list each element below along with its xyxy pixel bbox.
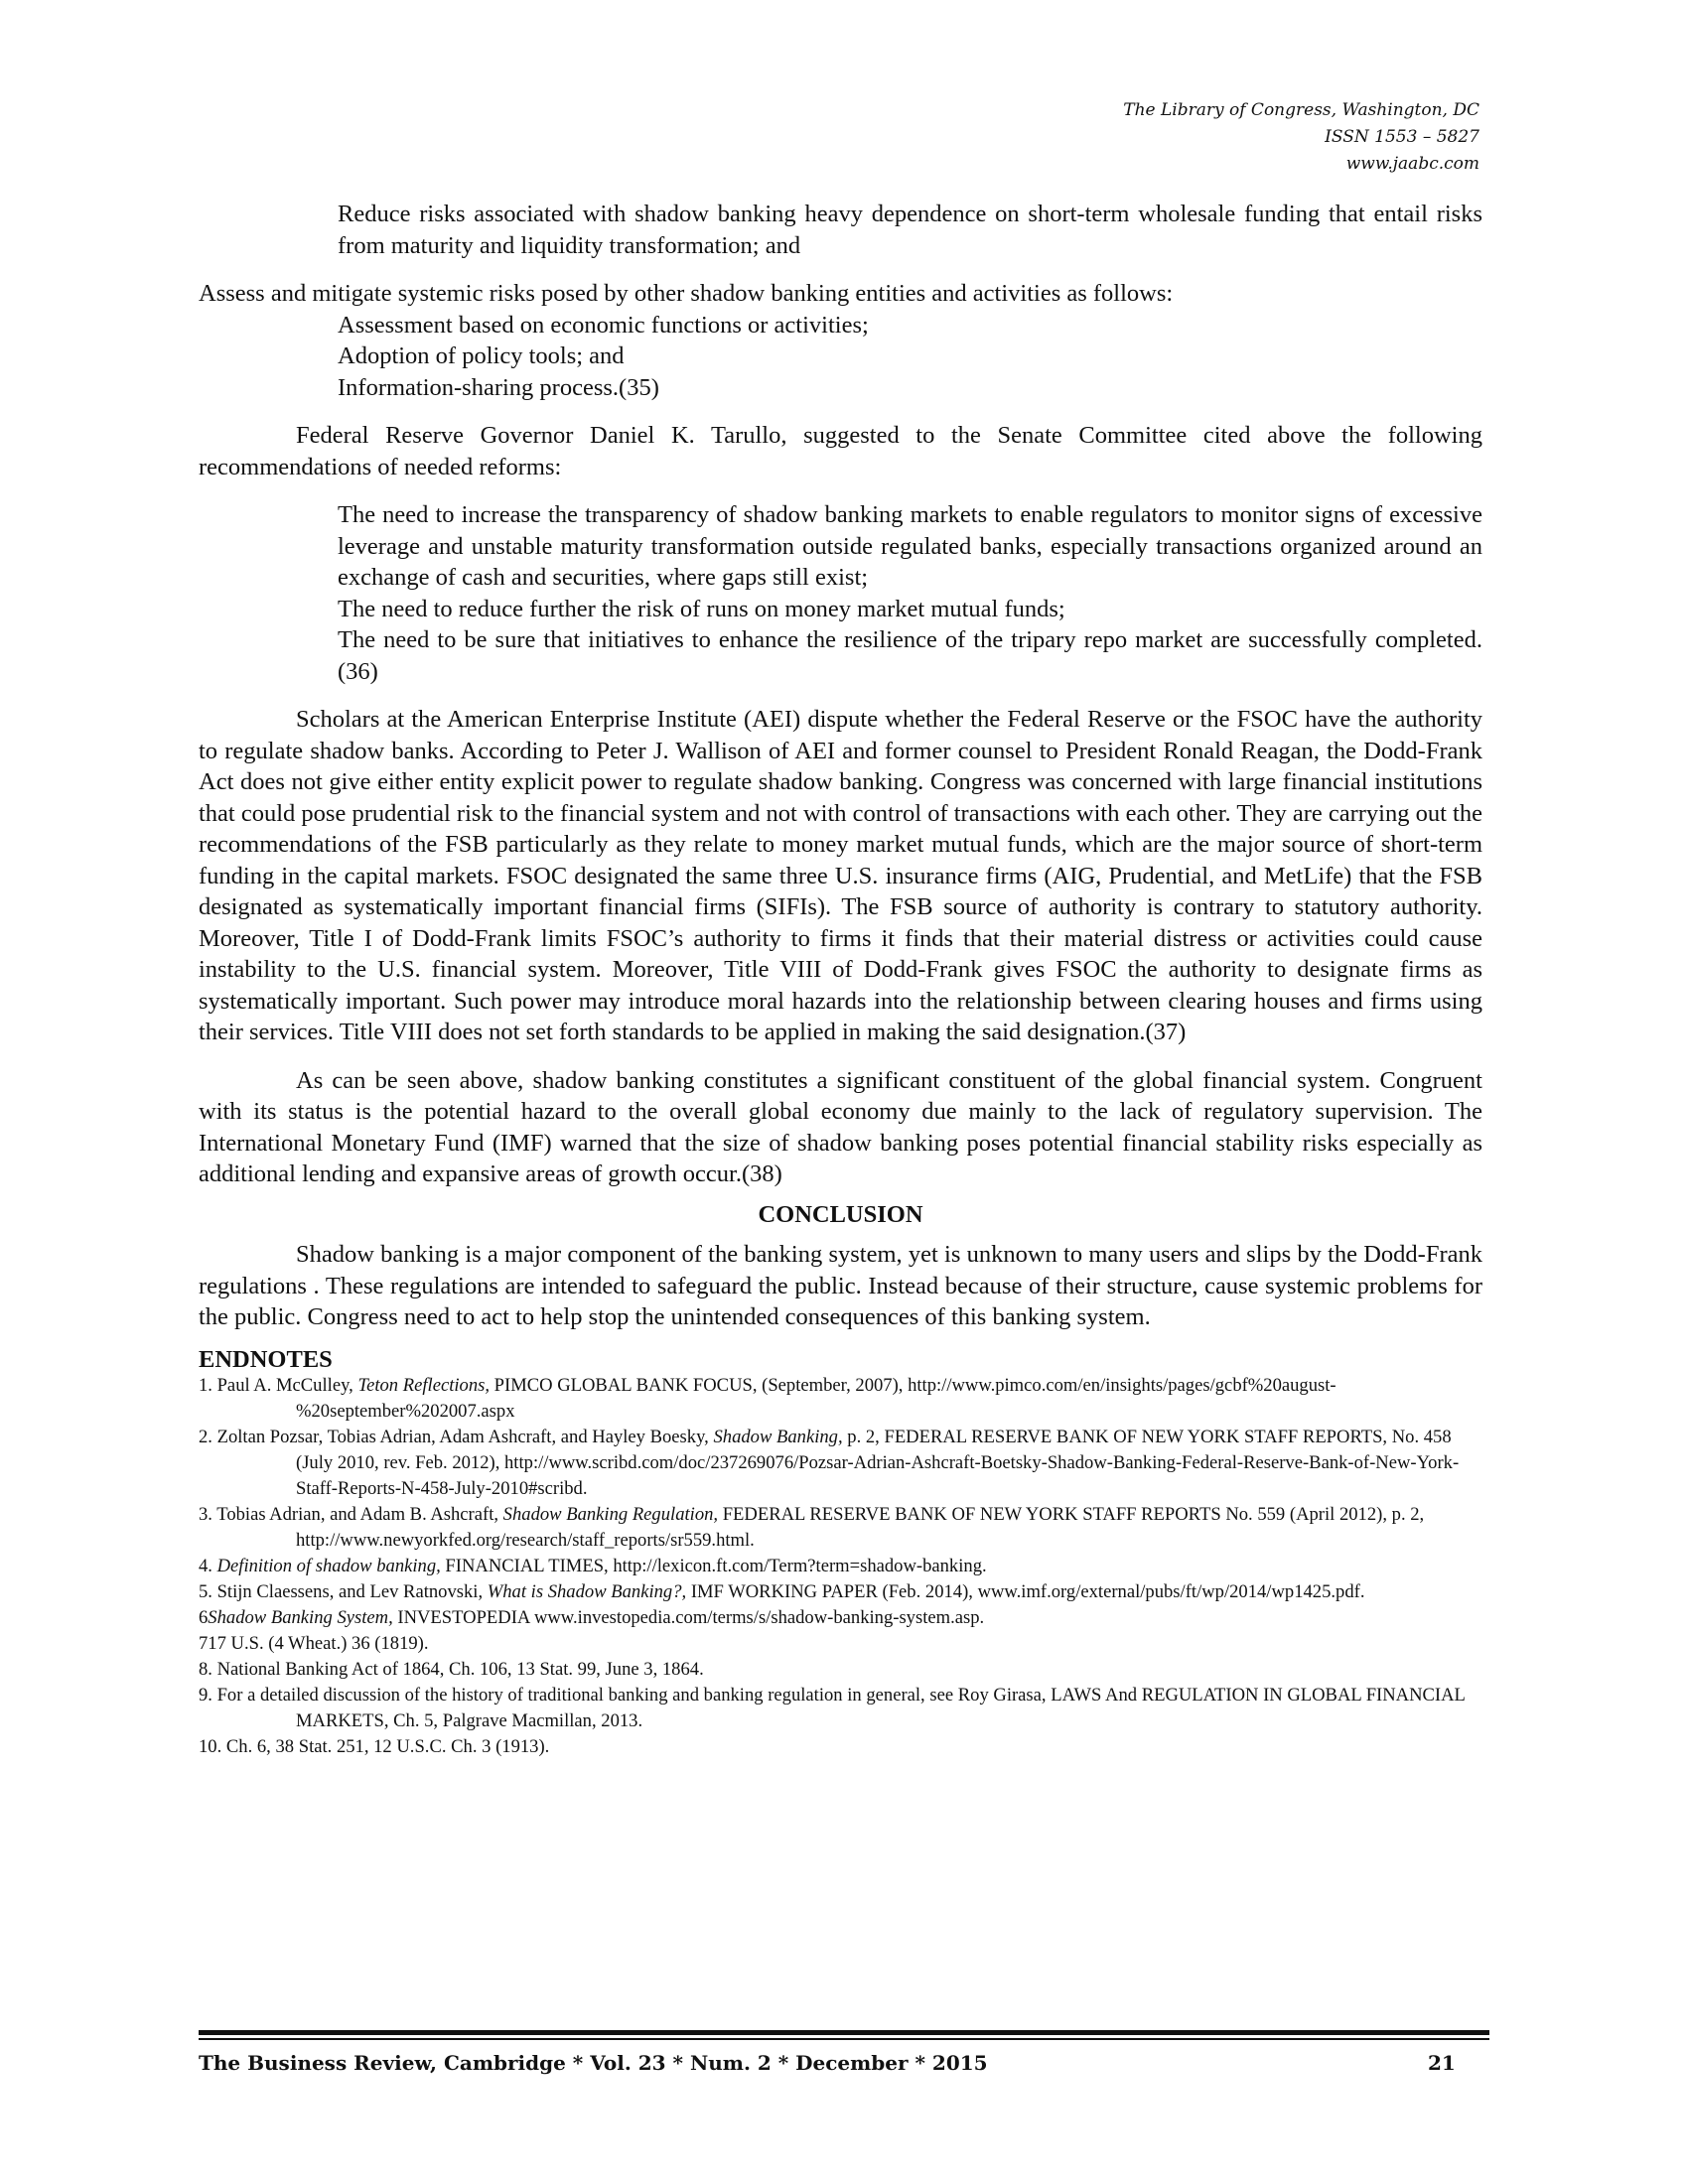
endnote-item: 4. Definition of shadow banking, FINANCIAL TIMES, http://lexicon.ft.com/Term?term=shadow-banking. [199, 1555, 987, 1576]
endnote-item: 1. Paul A. McCulley, Teton Reflections, PIMCO GLOBAL BANK FOCUS, (September, 2007), http://www.pimco.com/en/insights/pages/gcbf%20august-%20september%202007.aspx [199, 1374, 1336, 1422]
footer-rule-thick [199, 2030, 1489, 2035]
list-item: Adoption of policy tools; and [338, 342, 625, 369]
list-item: The need to reduce further the risk of runs on money market mutual funds; [338, 595, 1065, 622]
endnotes-list [199, 1373, 1482, 1760]
shadow-banking-paragraph: As can be seen above, shadow banking constitutes a significant constituent of the global financial system. Congruent with its status is the potential hazard to the overall global economy due mainly to the lack of regulatory supervision. The International Monetary Fund (IMF) warned that the size of shadow banking poses potential financial stability risks especially as additional lending and expansive areas of growth occur.(38) [199, 1066, 1482, 1187]
conclusion-heading: CONCLUSION [758, 1200, 923, 1228]
assess-paragraph: Assess and mitigate systemic risks posed by other shadow banking entities and activities as follows: [199, 280, 1174, 307]
endnotes-heading: ENDNOTES [199, 1345, 333, 1373]
header-issn: ISSN 1553 – 5827 [1325, 127, 1479, 147]
footer-journal: The Business Review, Cambridge * Vol. 23 * Num. 2 * December * 2015 [199, 2051, 988, 2075]
list-item: The need to increase the transparency of shadow banking markets to enable regulators to monitor signs of excessive leverage and unstable maturity transformation outside regulated banks, especially transactions organized around an exchange of cash and securities, where gaps still exist; [338, 501, 1482, 591]
list-item: Assessment based on economic functions or activities; [338, 311, 869, 339]
aei-paragraph: Scholars at the American Enterprise Institute (AEI) dispute whether the Federal Reserve or the FSOC have the authority to regulate shadow banks. According to Peter J. Wallison of AEI and former counsel to President Ronald Reagan, the Dodd-Frank Act does not give either entity explicit power to regulate shadow banking. Congress was concerned with large financial institutions that could pose prudential risk to the financial system and not with control of transactions with each other. They are carrying out the recommendations of the FSB particularly as they relate to money market mutual funds, which are the major source of short-term funding in the capital markets. FSOC designated the same three U.S. insurance firms (AIG, Prudential, and MetLife) that the FSB designated as systematically important financial firms (SIFIs). The FSB source of authority is contrary to statutory authority. Moreover, Title I of Dodd-Frank limits FSOC’s authority to firms it finds that their material distress or activities could cause instability to the U.S. financial system. Moreover, Title VIII of Dodd-Frank gives FSOC the authority to designate firms as systematically important. Such power may introduce moral hazards into the relationship between clearing houses and firms using their services. Title VIII does not set forth standards to be applied in making the said designation.(37) [199, 706, 1482, 1045]
conclusion-paragraph: Shadow banking is a major component of the banking system, yet is unknown to many users and slips by the Dodd-Frank regulations . These regulations are intended to safeguard the public. Instead because of their structure, cause systemic problems for the public. Congress need to act to help stop the unintended consequences of this banking system. [199, 1241, 1482, 1330]
page-number: 21 [1428, 2051, 1456, 2075]
endnote-item: 8. National Banking Act of 1864, Ch. 106, 13 Stat. 99, June 3, 1864. [199, 1658, 704, 1680]
endnote-item: 9. For a detailed discussion of the history of traditional banking and banking regulation in general, see Roy Girasa, LAWS And REGULATION IN GLOBAL FINANCIAL MARKETS, Ch. 5, Palgrave Macmillan, 2013. [199, 1684, 1466, 1731]
running-header [1123, 97, 1479, 178]
assessment-list [338, 310, 1482, 404]
header-website: www.jaabc.com [1345, 154, 1479, 174]
list-item: Information-sharing process.(35) [338, 373, 659, 401]
page-body [199, 199, 1482, 1760]
header-library: The Library of Congress, Washington, DC [1123, 100, 1479, 120]
list-item: The need to be sure that initiatives to enhance the resilience of the tripary repo market are successfully completed.(36) [338, 626, 1482, 685]
tarullo-paragraph: Federal Reserve Governor Daniel K. Tarullo, suggested to the Senate Committee cited above the following recommendations of needed reforms: [199, 422, 1482, 480]
footer-rule-thin [199, 2038, 1489, 2040]
bullet-reduce-risks: Reduce risks associated with shadow banking heavy dependence on short-term wholesale funding that entail risks from maturity and liquidity transformation; and [338, 201, 1482, 259]
endnote-item: 3. Tobias Adrian, and Adam B. Ashcraft, Shadow Banking Regulation, FEDERAL RESERVE BANK OF NEW YORK STAFF REPORTS No. 559 (April 2012), p. 2, http://www.newyorkfed.org/research/staff_reports/sr559.html. [199, 1503, 1425, 1551]
endnote-item: 10. Ch. 6, 38 Stat. 251, 12 U.S.C. Ch. 3 (1913). [199, 1735, 550, 1757]
endnote-item: 717 U.S. (4 Wheat.) 36 (1819). [199, 1632, 429, 1654]
reforms-list [338, 499, 1482, 687]
endnote-item: 6Shadow Banking System, INVESTOPEDIA www.investopedia.com/terms/s/shadow-banking-system.asp. [199, 1606, 985, 1628]
endnote-item: 2. Zoltan Pozsar, Tobias Adrian, Adam Ashcraft, and Hayley Boesky, Shadow Banking, p. 2, FEDERAL RESERVE BANK OF NEW YORK STAFF REPORTS, No. 458 (July 2010, rev. Feb. 2012), http://www.scribd.com/doc/237269076/Pozsar-Adrian-Ashcraft-Boetsky-Shadow-Banking-Federal-Reserve-Bank-of-New-York-Staff-Reports-N-458-July-2010#scribd. [199, 1426, 1460, 1499]
endnote-item: 5. Stijn Claessens, and Lev Ratnovski, What is Shadow Banking?, IMF WORKING PAPER (Feb. 2014), www.imf.org/external/pubs/ft/wp/2014/wp1425.pdf. [199, 1580, 1365, 1602]
